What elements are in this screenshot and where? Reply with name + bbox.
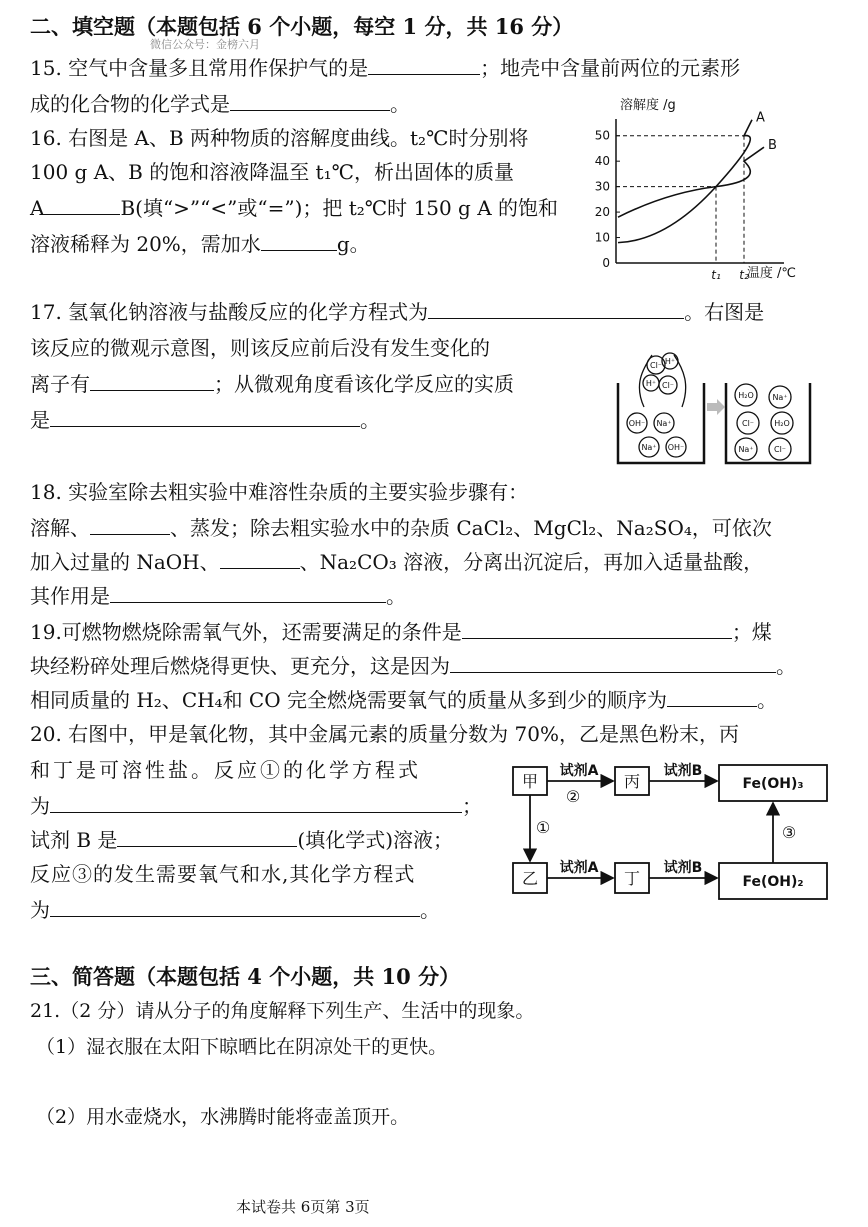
y-tick-label: 30	[594, 179, 610, 194]
reaction-micro-diagram	[604, 345, 824, 470]
q21-part2: （2）用水壶烧水，水沸腾时能将壶盖顶开。	[36, 1106, 410, 1128]
q18-line3: 加入过量的 NaOH、 、Na₂CO₃ 溶液，分离出沉淀后，再加入适量盐酸，	[30, 550, 764, 574]
ion-label: OH⁻	[628, 419, 646, 428]
q20-line5: 反应③的发生需要氧气和水,其化学方程式	[30, 862, 416, 886]
ion-label: H⁺	[664, 357, 676, 366]
label-feoh2: Fe(OH)₂	[742, 874, 804, 890]
y-tick-label: 10	[594, 230, 610, 245]
label-reaction-1: ①	[535, 818, 551, 837]
q19-line1: 19.可燃物燃烧除需氧气外，还需要满足的条件是 ；煤	[30, 620, 772, 644]
q16-line1: 16. 右图是 A、B 两种物质的溶解度曲线。t₂℃时分别将	[30, 126, 529, 150]
q20-line2: 和丁是可溶性盐。反应①的化学方程式	[30, 758, 421, 782]
q16-line2: 100 g A、B 的饱和溶液降温至 t₁℃，析出固体的质量	[30, 160, 514, 184]
q20-line3: 为 ；	[30, 794, 482, 818]
q19-line2: 块经粉碎处理后燃烧得更快、更充分，这是因为 。	[30, 654, 796, 678]
q20-line4: 试剂 B 是 (填化学式)溶液；	[30, 828, 454, 852]
y-tick-label: 40	[594, 154, 610, 169]
ion-label: Na⁺	[641, 443, 657, 452]
section-title: 三、简答题（本题包括 4 个小题，共 10 分）	[30, 964, 461, 989]
label-reagent-a: 试剂A	[559, 763, 599, 779]
x-axis-label: 温度 /℃	[746, 266, 796, 281]
ion-label: Cl⁻	[661, 381, 675, 390]
solubility-chart	[588, 95, 818, 285]
label-reagent-a: 试剂A	[559, 860, 599, 876]
ion-label: Cl⁻	[649, 361, 663, 370]
q17-line2: 该反应的微观示意图，则该反应前后没有发生变化的	[30, 336, 490, 360]
q20-line6: 为 。	[30, 898, 440, 922]
label-reaction-3: ③	[781, 823, 797, 842]
y-tick-label: 0	[602, 256, 610, 270]
label-ding: 丁	[623, 869, 641, 888]
q21-part1: （1）湿衣服在太阳下晾晒比在阴凉处干的更快。	[36, 1036, 448, 1058]
q20-line1: 20. 右图中，甲是氧化物，其中金属元素的质量分数为 70%，乙是黑色粉末，丙	[30, 722, 739, 746]
series-label-a: A	[756, 110, 765, 126]
q15-line2: 成的化合物的化学式是 。	[30, 92, 410, 116]
q16-line3: A B(填“>”“<”或“=”)；把 t₂℃时 150 g A 的饱和	[30, 196, 559, 220]
ion-label: Cl⁻	[773, 445, 787, 454]
x-tick-label: t₁	[711, 268, 721, 282]
q17-line3: 离子有 ；从微观角度看该化学反应的实质	[30, 372, 514, 396]
ion-label: Na⁺	[656, 419, 672, 428]
y-axis-label: 溶解度 /g	[620, 98, 676, 113]
q17-line1: 17. 氢氧化钠溶液与盐酸反应的化学方程式为 。右图是	[30, 300, 765, 324]
q17-line4: 是 。	[30, 408, 380, 432]
series-line-a	[618, 120, 752, 243]
ion-label: Cl⁻	[741, 419, 755, 428]
watermark: 微信公众号：金榜六月	[150, 38, 260, 51]
ion-label: H⁺	[645, 379, 657, 388]
label-reaction-2: ②	[565, 787, 581, 806]
q18-line4: 其作用是 。	[30, 584, 406, 608]
series-line-b	[618, 147, 764, 217]
q20-flow-diagram	[505, 755, 835, 905]
label-yi: 乙	[521, 869, 539, 888]
y-tick-label: 50	[594, 128, 610, 143]
page-footer: 本试卷共 6页第 3页	[236, 1198, 370, 1216]
q18-line2: 溶解、 、蒸发；除去粗实验水中的杂质 CaCl₂、MgCl₂、Na₂SO₄，可依次	[30, 516, 772, 540]
q16-line4: 溶液稀释为 20%，需加水 g。	[30, 232, 370, 256]
ion-label: Na⁺	[738, 445, 754, 454]
label-jia: 甲	[521, 772, 539, 791]
label-reagent-b: 试剂B	[663, 763, 703, 779]
arrow-icon	[707, 399, 725, 415]
q15-line1: 15. 空气中含量多且常用作保护气的是 ；地壳中含量前两位的元素形	[30, 56, 741, 80]
ion-label: Na⁺	[772, 393, 788, 402]
label-bing: 丙	[623, 772, 641, 791]
ion-label: H₂O	[774, 419, 790, 428]
q18-line1: 18. 实验室除去粗实验中难溶性杂质的主要实验步骤有：	[30, 480, 529, 504]
ion-label: H₂O	[738, 391, 754, 400]
series-label-b: B	[768, 138, 777, 154]
q19-line3: 相同质量的 H₂、CH₄和 CO 完全燃烧需要氧气的质量从多到少的顺序为 。	[30, 688, 777, 712]
label-feoh3: Fe(OH)₃	[742, 776, 804, 792]
ion-label: OH⁻	[667, 443, 685, 452]
x-tick-label: t₂	[739, 268, 749, 282]
section-title: 二、填空题（本题包括 6 个小题，每空 1 分，共 16 分）	[30, 14, 574, 39]
q21-stem: 21.（2 分）请从分子的角度解释下列生产、生活中的现象。	[30, 1000, 535, 1022]
label-reagent-b: 试剂B	[663, 860, 703, 876]
y-tick-label: 20	[594, 205, 610, 220]
